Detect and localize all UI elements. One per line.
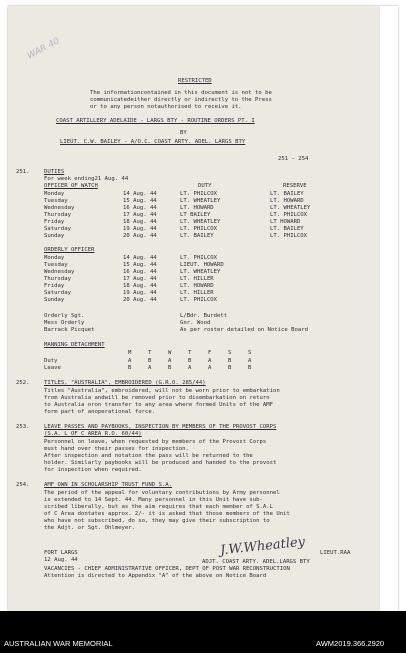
manning-duty-cell: B [188,358,192,364]
table-row-day: Thursday [44,212,71,218]
table-row-duty: LT. PHILCOX [180,191,218,197]
security-notice-line-3: or to any person notauthorised to receive it. [90,104,242,110]
table-row-reserve: LT. BAILEY [270,226,304,232]
paragraph-line: scribed liberally, but as the aim requires that each member of S.A.L [44,504,274,510]
manning-duty-cell: B [148,358,152,364]
manning-day: T [188,350,192,356]
table-row-reserve: LT. BAILEY [270,191,304,197]
scan-margin [380,6,398,611]
table-row-date: 17 Aug. 44 [123,212,157,218]
table-row-day: Wednesday [44,205,75,211]
section-number: 252. [16,380,30,386]
manning-duty-cell: A [168,358,172,364]
manning-leave-label: Leave [44,365,61,371]
signer-title: ADJT. COAST ARTY. ADEL.LARGS BTY [202,559,310,565]
table-row-reserve: LT HOWARD [270,219,301,225]
manning-duty-cell: A [128,358,132,364]
paragraph-line: who have not subscribed, do so, they may give their subscription to [44,518,270,524]
document-title: COAST ARTILLERY ADELAIDE - LARGS BTY - ROUTINE ORDERS PT. I [56,118,255,124]
manning-leave-cell: B [128,365,132,371]
manning-leave-cell: B [168,365,172,371]
document-page [8,6,398,611]
table-row-duty: LT. HOWARD [180,205,214,211]
paragraph-line: holder. Similarly paybooks will be produced and handed to the provost [44,460,277,466]
vacancies-line: VACANCIES - CHIEF ADMINISTRATIVE OFFICER, DEPT OF POST WAR RECONSTRUCTION [44,566,290,572]
security-notice-line-1: The informationcontained in this document is not to be [90,90,272,96]
orderly-row-date: 15 Aug. 44 [123,262,157,268]
date-line: 12 Aug. 44 [44,557,78,563]
manning-leave-cell: A [188,365,192,371]
manning-day: F [208,350,212,356]
handwritten-signature: J.W.Wheatley [219,534,306,559]
paragraph-line: must hand over their passes for inspection. [44,446,189,452]
manning-day: W [168,350,172,356]
section-number: 253. [16,424,30,430]
section-number: 251. [16,169,30,175]
week-ending: For week ending21 Aug. 44 [44,176,129,182]
table-row-reserve: LT. WHEATLEY [270,205,311,211]
reserve-column-header: RESERVE [283,183,307,189]
table-row-reserve: LT. HOWARD [270,198,304,204]
orderly-row-date: 20 Aug. 44 [123,297,157,303]
barrack-picquet-value: As per roster detailed on Notice Board [180,327,308,333]
paragraph-line: to Australia oron transfer to any area where formed Units of the AMF [44,402,274,408]
table-row-date: 15 Aug. 44 [123,198,157,204]
table-row-day: Saturday [44,226,71,232]
security-notice-line-2: communicatedeither directly or indirectly to the Press [90,97,272,103]
section-heading: AMF OWN IN SCHOLARSHIP TRUST FUND S.A. [44,482,172,488]
manning-leave-cell: A [148,365,152,371]
table-row-duty: LT. PHILCOX [180,226,218,232]
attention-line: Attention is directed to Appendix "A" of the above on Notice Board [44,573,267,579]
table-row-duty: LT BAILEY [180,212,211,218]
table-row-duty: LT. WHEATLEY [180,198,221,204]
table-row-date: 16 Aug. 44 [123,205,157,211]
archive-footer-bar [0,611,406,653]
restricted-heading: RESTRICTED [178,78,212,84]
orderly-row-date: 14 Aug. 44 [123,255,157,261]
manning-detachment-heading: MANNING DETACHMENT [44,342,105,348]
section-heading: TITLES, "AUSTRALIA", EMBROIDERED (G.R.O. 285/44) [44,380,206,386]
order-range: 251 - 254 [278,156,309,162]
paragraph-line: the Adjt. or Sgt. Ohlmeyer. [44,525,135,531]
duty-column-header: DUTY [198,183,212,189]
footer-accession-number: AWM2019.366.2920 [316,639,385,648]
manning-day: M [128,350,132,356]
by-line: BY [180,130,187,136]
orderly-row-officer: LT. WHEATLEY [180,269,221,275]
mess-orderly-label: Mess Orderly [44,320,85,326]
section-heading: DUTIES [44,169,65,175]
table-row-day: Sunday [44,233,65,239]
manning-day: T [148,350,152,356]
manning-leave-cell: A [208,365,212,371]
manning-leave-cell: B [228,365,232,371]
orderly-row-date: 16 Aug. 44 [123,269,157,275]
paragraph-line: After inspection and notation the pass will be returned to the [44,453,253,459]
orderly-row-officer: LT. PHILCOX [180,297,218,303]
orderly-officer-heading: ORDERLY OFFICER [44,247,95,253]
table-row-date: 19 Aug. 44 [123,226,157,232]
orderly-row-day: Saturday [44,290,71,296]
table-row-day: Friday [44,219,65,225]
orderly-row-day: Tuesday [44,262,68,268]
table-row-date: 20 Aug. 44 [123,233,157,239]
manning-duty-label: Duty [44,358,58,364]
orderly-row-day: Sunday [44,297,65,303]
paragraph-line: Titles "Australia", embroidered, will not be worn prior to embarkation [44,388,280,394]
table-row-day: Tuesday [44,198,68,204]
paragraph-line: The period of the appeal for voluntary contributions by Army personnel [44,490,280,496]
orderly-row-day: Thursday [44,276,71,282]
footer-institution: AUSTRALIAN WAR MEMORIAL [4,639,113,648]
paragraph-line: is extended to 14 Sept. 44. Many personnel in this Unit have sub- [44,497,263,503]
orderly-row-date: 19 Aug. 44 [123,290,157,296]
orderly-row-date: 18 Aug. 44 [123,283,157,289]
orderly-row-officer: LT. HILLER [180,276,214,282]
orderly-sgt-label: Orderly Sgt. [44,313,85,319]
pencil-annotation: WAR 40 [25,36,62,62]
paragraph-line: Personnel on leave, when requested by members of the Provost Corps [44,439,267,445]
orderly-row-officer: LT. PHILCOX [180,255,218,261]
section-number: 254. [16,482,30,488]
orderly-sgt-name: L/Bdr. Burdett [180,313,228,319]
table-row-reserve: LT. PHILCOX [270,212,308,218]
orderly-row-day: Friday [44,283,65,289]
orderly-row-officer: LT. HILLER [180,290,214,296]
manning-leave-cell: B [248,365,252,371]
orderly-row-officer: LIEUT. HOWARD [180,262,224,268]
author-line: LIEUT. C.W. BAILEY - A/O.C. COAST ARTY. ADEL. LARGS BTY [60,139,246,145]
mess-orderly-name: Gnr. Wood [180,320,211,326]
paragraph-line: form part of anoperational force. [44,409,156,415]
orderly-row-day: Wednesday [44,269,75,275]
table-row-day: Monday [44,191,65,197]
paragraph-line: for inspection when required. [44,467,142,473]
manning-duty-cell: B [228,358,232,364]
barrack-picquet-label: Barrack Picquet [44,327,95,333]
signer-rank: LIEUT.RAA [320,550,351,556]
orderly-row-officer: LT. HOWARD [180,283,214,289]
manning-duty-cell: A [248,358,252,364]
table-row-date: 14 Aug. 44 [123,191,157,197]
manning-day: S [228,350,232,356]
section-subheading: (S.A. L OF C AREA R.O. 60/44) [44,431,142,437]
location-line: FORT LARGS [44,550,78,556]
orderly-row-date: 17 Aug. 44 [123,276,157,282]
officer-of-watch-heading: OFFICER OF WATCH [44,183,98,189]
manning-day: S [248,350,252,356]
orderly-row-day: Monday [44,255,65,261]
table-row-date: 18 Aug. 44 [123,219,157,225]
paragraph-line: from Australia andwill be removed prior to disembarkation on return [44,395,270,401]
section-heading: LEAVE PASSES AND PAYBOOKS, INSPECTION BY MEMBERS OF THE PROVOST CORPS [44,424,277,430]
manning-duty-cell: A [208,358,212,364]
table-row-duty: LT. WHEATLEY [180,219,221,225]
table-row-duty: LT. BAILEY [180,233,214,239]
paragraph-line: of C Area dontates approx. 2/- it is asked that those members of the Unit [44,511,290,517]
table-row-reserve: LT. PHILCOX [270,233,308,239]
